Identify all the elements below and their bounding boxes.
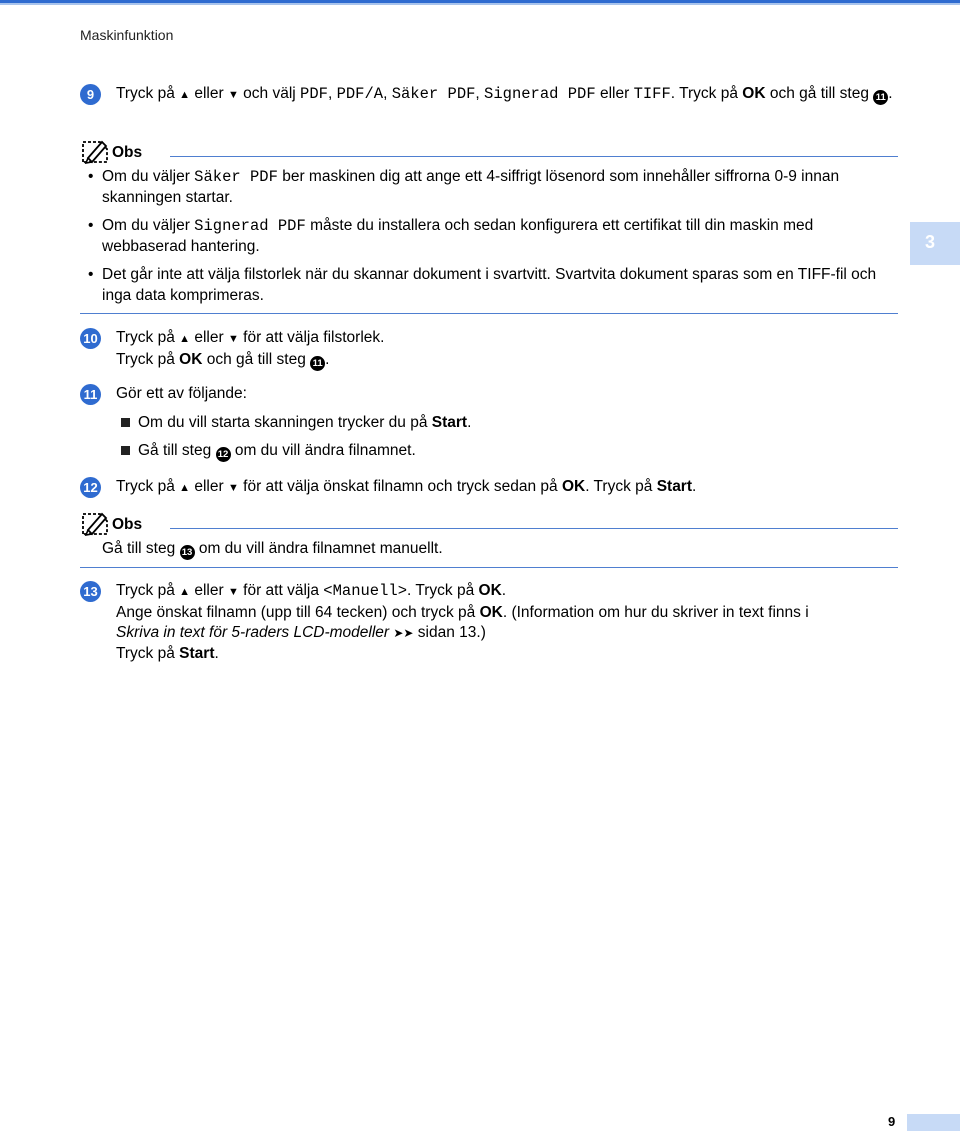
choice-list	[121, 413, 881, 469]
step-text: Tryck på ▲ eller ▼ för att välja önskat filnamn och tryck sedan på OK. Tryck på Start.	[116, 478, 697, 495]
ok-key: OK	[742, 85, 766, 102]
step-number-badge: 13	[80, 581, 101, 602]
page-header: Maskinfunktion	[80, 27, 174, 43]
note-header	[80, 138, 898, 164]
note-bullet: • Det går inte att välja filstorlek när du skannar dokument i svartvitt. Svartvita dokument sparas som en TIFF-fil och inga data komprimeras.	[88, 266, 877, 304]
step-reference: 11	[873, 90, 888, 105]
note-text: Gå till steg 13 om du vill ändra filnamnet manuellt.	[102, 540, 443, 558]
option-signerad-pdf: Signerad PDF	[484, 85, 596, 103]
up-arrow-icon: ▲	[179, 333, 191, 345]
option-saker-pdf: Säker PDF	[391, 85, 476, 103]
note-label: Obs	[112, 516, 143, 533]
option-tiff: TIFF	[633, 85, 671, 103]
step-line: Tryck på ▲ eller ▼ för att välja filstorlek.	[116, 329, 385, 346]
bullet-dot: •	[88, 217, 94, 234]
bullet-dot: •	[88, 266, 94, 283]
option-signerad-pdf: Signerad PDF	[194, 217, 306, 235]
start-key: Start	[179, 644, 215, 662]
step-reference: 13	[180, 545, 195, 560]
note-bullet: • Om du väljer Säker PDF ber maskinen dig att ange ett 4-siffrigt lösenord som innehåller siffrorna 0-9 innan skanningen startar.	[88, 168, 840, 206]
step-text: Gör ett av följande:	[116, 385, 247, 402]
note-pencil-icon	[80, 138, 110, 164]
ok-key: OK	[561, 478, 586, 495]
down-arrow-icon: ▼	[227, 482, 239, 494]
up-arrow-icon: ▲	[179, 89, 191, 101]
step-line: Tryck på ▲ eller ▼ för att välja <Manuell>. Tryck på OK.	[116, 582, 507, 600]
step-reference: 11	[310, 356, 325, 371]
option-saker-pdf: Säker PDF	[194, 168, 278, 186]
choice-item: Gå till steg 12 om du vill ändra filnamnet.	[121, 441, 881, 469]
note-label: Obs	[112, 144, 143, 161]
start-key: Start	[431, 414, 468, 431]
up-arrow-icon: ▲	[179, 482, 191, 494]
option-pdfa: PDF/A	[336, 85, 384, 103]
note-bullet-list	[88, 167, 898, 314]
double-arrow-icon: ➤➤	[393, 626, 414, 640]
note-bullet: • Om du väljer Signerad PDF måste du installera och sedan konfigurera ett certifikat till din maskin med webbaserad hantering.	[88, 217, 814, 255]
step-line: Tryck på OK och gå till steg 11 .	[116, 350, 330, 369]
choice-item: Om du vill starta skanningen trycker du på Start.	[121, 413, 881, 441]
step-text: Tryck på ▲ eller ▼ och välj PDF, PDF/A, Säker PDF, Signerad PDF eller TIFF. Tryck på OK och gå till steg 11 .	[116, 85, 893, 103]
chapter-tab	[910, 222, 960, 265]
ok-key: OK	[479, 603, 503, 621]
step-reference: 12	[216, 447, 231, 462]
option-manuell: <Manuell>	[323, 582, 408, 600]
note-header	[80, 510, 898, 536]
step-text	[116, 328, 900, 371]
bullet-dot: •	[88, 168, 94, 185]
step-line: Ange önskat filnamn (upp till 64 tecken) och tryck på OK. (Information om hur du skriver in text finns i	[116, 603, 809, 621]
step-number-badge: 9	[80, 84, 101, 105]
ok-key: OK	[179, 350, 203, 368]
footer-accent-bar	[907, 1114, 960, 1131]
note-end-rule	[80, 567, 898, 568]
square-bullet-icon	[121, 446, 130, 455]
square-bullet-icon	[121, 418, 130, 427]
down-arrow-icon: ▼	[227, 89, 239, 101]
step-number-badge: 12	[80, 477, 101, 498]
up-arrow-icon: ▲	[179, 586, 191, 598]
down-arrow-icon: ▼	[227, 586, 239, 598]
note-divider	[170, 528, 898, 529]
step-text	[116, 581, 900, 664]
note-end-rule	[80, 313, 898, 314]
down-arrow-icon: ▼	[227, 333, 239, 345]
step-line: Tryck på Start.	[116, 644, 219, 662]
step-number-badge: 10	[80, 328, 101, 349]
step-line: Skriva in text för 5-raders LCD-modeller ➤➤ sidan 13.)	[116, 624, 486, 641]
top-accent-bar-thin	[0, 3, 960, 5]
note-divider	[170, 156, 898, 157]
ok-key: OK	[478, 582, 502, 599]
start-key: Start	[656, 478, 693, 495]
page-number: 9	[888, 1114, 896, 1129]
option-pdf: PDF	[300, 85, 328, 103]
step-number-badge: 11	[80, 384, 101, 405]
cross-reference-link: Skriva in text för 5-raders LCD-modeller	[116, 624, 390, 641]
note-pencil-icon	[80, 510, 110, 536]
chapter-number: 3	[924, 232, 935, 252]
